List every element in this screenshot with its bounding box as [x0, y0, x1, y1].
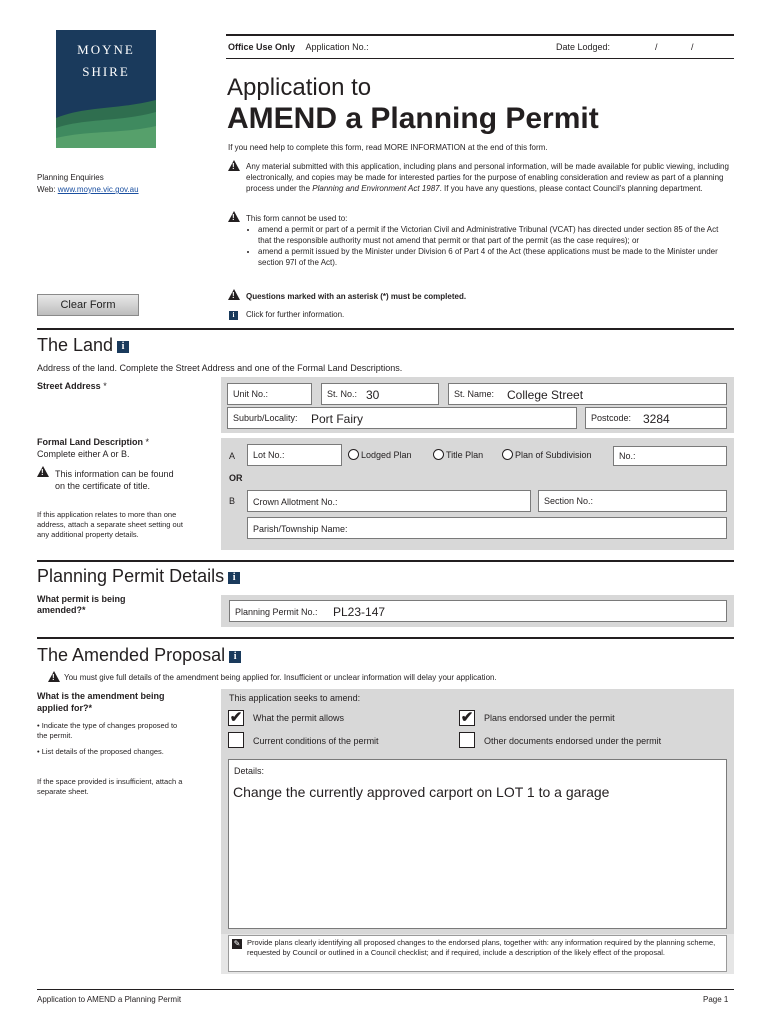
proposal-heading-text: The Amended Proposal — [37, 645, 226, 665]
logo-line2: SHIRE — [82, 64, 130, 79]
info-note: Click for further information. — [246, 310, 345, 319]
web-label: Web: — [37, 185, 56, 194]
multi-address-note: If this application relates to more than one address, attach a separate sheet setting out any additional property details. — [37, 510, 183, 539]
warning-icon — [228, 289, 240, 302]
office-use-row — [228, 42, 369, 52]
plans-note: Provide plans clearly identifying all proposed changes to the endorsed plans, together with: any information required by the planning scheme, requested by Council or outlined in a Council checklist; and if required, include a description of the likely effect of the proposal. — [247, 938, 716, 957]
footer-rule — [37, 989, 734, 990]
proposal-heading — [37, 645, 241, 666]
option-a-label: A — [229, 451, 236, 461]
website-link[interactable]: www.moyne.vic.gov.au — [57, 185, 139, 194]
title-line2: AMEND a Planning Permit — [227, 102, 599, 135]
checkbox-other-documents[interactable] — [459, 732, 475, 748]
date-sep-1: / — [655, 42, 658, 52]
street-name-label: St. Name: — [454, 389, 495, 399]
section-rule — [37, 328, 734, 330]
checkbox-current-conditions[interactable] — [228, 732, 244, 748]
postcode-label: Postcode: — [591, 413, 632, 423]
postcode-field[interactable] — [585, 407, 727, 429]
option-other-documents: Other documents endorsed under the permit — [484, 736, 662, 746]
details-textarea[interactable] — [228, 759, 727, 929]
info-icon[interactable]: i — [229, 651, 241, 663]
application-no-label: Application No.: — [305, 42, 369, 52]
checkbox-plans-endorsed[interactable]: ✔ — [460, 709, 474, 726]
crown-allotment-label: Crown Allotment No.: — [253, 497, 338, 507]
street-no-field[interactable] — [321, 383, 439, 405]
street-address-text: Street Address — [37, 381, 101, 391]
title-plan-radio[interactable] — [433, 449, 483, 460]
lodged-plan-radio[interactable] — [348, 449, 412, 460]
asterisk-note: Questions marked with an asterisk (*) must be completed. — [246, 292, 467, 301]
details-label: Details: — [234, 766, 265, 776]
planning-permit-no-value: PL23-147 — [333, 605, 386, 619]
clear-form-button[interactable]: Clear Form — [37, 294, 139, 316]
section-no-field[interactable] — [538, 490, 727, 512]
planning-permit-no-label: Planning Permit No.: — [235, 607, 318, 617]
land-heading-text: The Land — [37, 335, 114, 355]
proposal-bullets: • Indicate the type of changes proposed to the permit. • List details of the proposed changes. — [37, 721, 178, 756]
warning-icon — [37, 466, 49, 479]
footer-page: Page 1 — [703, 995, 729, 1004]
option-b-label: B — [229, 496, 236, 506]
top-rule — [226, 34, 734, 36]
permit-heading — [37, 566, 240, 587]
notice2-item: • amend a permit or part of a permit if the Victorian Civil and Administrative Tribunal (VCAT) has directed under section 85 of the Act that the responsible authority must not amend that permit or that part of the permit (as the case requires); or — [258, 224, 732, 246]
lodged-plan-label: Lodged Plan — [361, 450, 412, 460]
street-name-value: College Street — [507, 388, 584, 402]
footer-left: Application to AMEND a Planning Permit — [37, 995, 182, 1004]
proposal-bullet: List details of the proposed changes. — [41, 747, 164, 756]
proposal-warning: You must give full details of the amendment being applied for. Insufficient or unclear information will delay your application. — [64, 673, 497, 682]
warning-icon — [48, 671, 60, 684]
or-label: OR — [229, 473, 243, 483]
permit-question: What permit is being amended?* — [37, 594, 126, 615]
wave-graphic — [56, 88, 156, 148]
notice2-intro: This form cannot be used to: — [246, 214, 348, 223]
section-no-label: Section No.: — [544, 496, 594, 506]
notice-public-viewing — [246, 161, 732, 194]
notice1-text: Any material submitted with this application, including plans and personal information, will be made available for public viewing, including electronically, and copies may be made for interested parties for the purpose of enabling consideration and review as part of a planning process under the — [246, 162, 729, 193]
pencil-icon: ✎ — [233, 939, 241, 948]
info-icon[interactable]: i — [228, 572, 240, 584]
street-name-field[interactable] — [448, 383, 727, 405]
logo-line1: MOYNE — [77, 42, 135, 57]
lot-no-label: Lot No.: — [253, 450, 285, 460]
info-icon[interactable]: i — [117, 341, 129, 353]
warning-icon — [228, 211, 240, 224]
asterisk: * — [103, 381, 107, 391]
permit-heading-text: Planning Permit Details — [37, 566, 225, 586]
unit-no-label: Unit No.: — [233, 389, 269, 399]
warning-icon — [228, 160, 240, 173]
space-note: If the space provided is insufficient, attach a separate sheet. — [37, 777, 183, 796]
notice1-act: Planning and Environment Act 1987 — [312, 184, 440, 193]
formal-land-text: Formal Land Description — [37, 437, 144, 447]
details-value: Change the currently approved carport on LOT 1 to a garage — [233, 784, 610, 800]
suburb-value: Port Fairy — [311, 412, 364, 426]
formal-land-sub: Complete either A or B. — [37, 449, 130, 459]
office-rule — [226, 58, 734, 59]
section-rule — [37, 560, 734, 562]
land-intro: Address of the land. Complete the Street Address and one of the Formal Land Descriptions. — [37, 363, 403, 373]
notice-restrictions — [246, 213, 732, 268]
notice2-item: • amend a permit issued by the Minister under Division 6 of Part 4 of the Act (these applications must be made to the Minister under section 97I of the Act). — [258, 246, 732, 268]
option-permit-allows: What the permit allows — [253, 713, 345, 723]
street-no-value: 30 — [366, 388, 380, 402]
land-heading — [37, 335, 129, 356]
formal-land-label — [37, 436, 149, 460]
title-line1: Application to — [227, 74, 372, 101]
title-plan-label: Title Plan — [446, 450, 484, 460]
date-lodged-label: Date Lodged: — [556, 42, 611, 52]
plan-no-field[interactable] — [613, 446, 727, 466]
option-current-conditions: Current conditions of the permit — [253, 736, 379, 746]
certificate-note: This information can be found on the certificate of title. — [55, 469, 174, 491]
asterisk: * — [145, 437, 150, 447]
suburb-field[interactable] — [227, 407, 577, 429]
lot-no-field[interactable] — [247, 444, 342, 466]
postcode-value: 3284 — [643, 412, 670, 426]
help-text: If you need help to complete this form, read MORE INFORMATION at the end of this form. — [228, 143, 548, 152]
moyne-shire-logo — [56, 30, 156, 148]
plan-of-subdivision-label: Plan of Subdivision — [515, 450, 592, 460]
plan-of-subdivision-radio[interactable] — [502, 449, 592, 460]
parish-label: Parish/Township Name: — [253, 524, 348, 534]
enquiries — [37, 172, 139, 196]
proposal-question: What is the amendment being applied for?* — [37, 691, 165, 713]
parish-field[interactable] — [247, 517, 727, 539]
office-use-label: Office Use Only — [228, 42, 296, 52]
notice1-tail: . If you have any questions, please contact Council's planning department. — [439, 184, 703, 193]
seeks-label: This application seeks to amend: — [229, 693, 361, 703]
suburb-label: Suburb/Locality: — [233, 413, 298, 423]
unit-no-field[interactable] — [227, 383, 312, 405]
enquiries-label: Planning Enquiries — [37, 173, 104, 182]
date-sep-2: / — [691, 42, 694, 52]
info-icon[interactable]: i — [229, 309, 238, 320]
street-address-label — [37, 381, 107, 391]
checkbox-permit-allows[interactable]: ✔ — [229, 709, 243, 726]
option-plans-endorsed: Plans endorsed under the permit — [484, 713, 615, 723]
plan-no-label: No.: — [619, 451, 636, 461]
street-no-label: St. No.: — [327, 389, 358, 399]
crown-allotment-field[interactable] — [247, 490, 531, 512]
section-rule — [37, 637, 734, 639]
planning-permit-no-field[interactable] — [229, 600, 727, 622]
proposal-bullet: Indicate the type of changes proposed to the permit. — [37, 721, 178, 740]
